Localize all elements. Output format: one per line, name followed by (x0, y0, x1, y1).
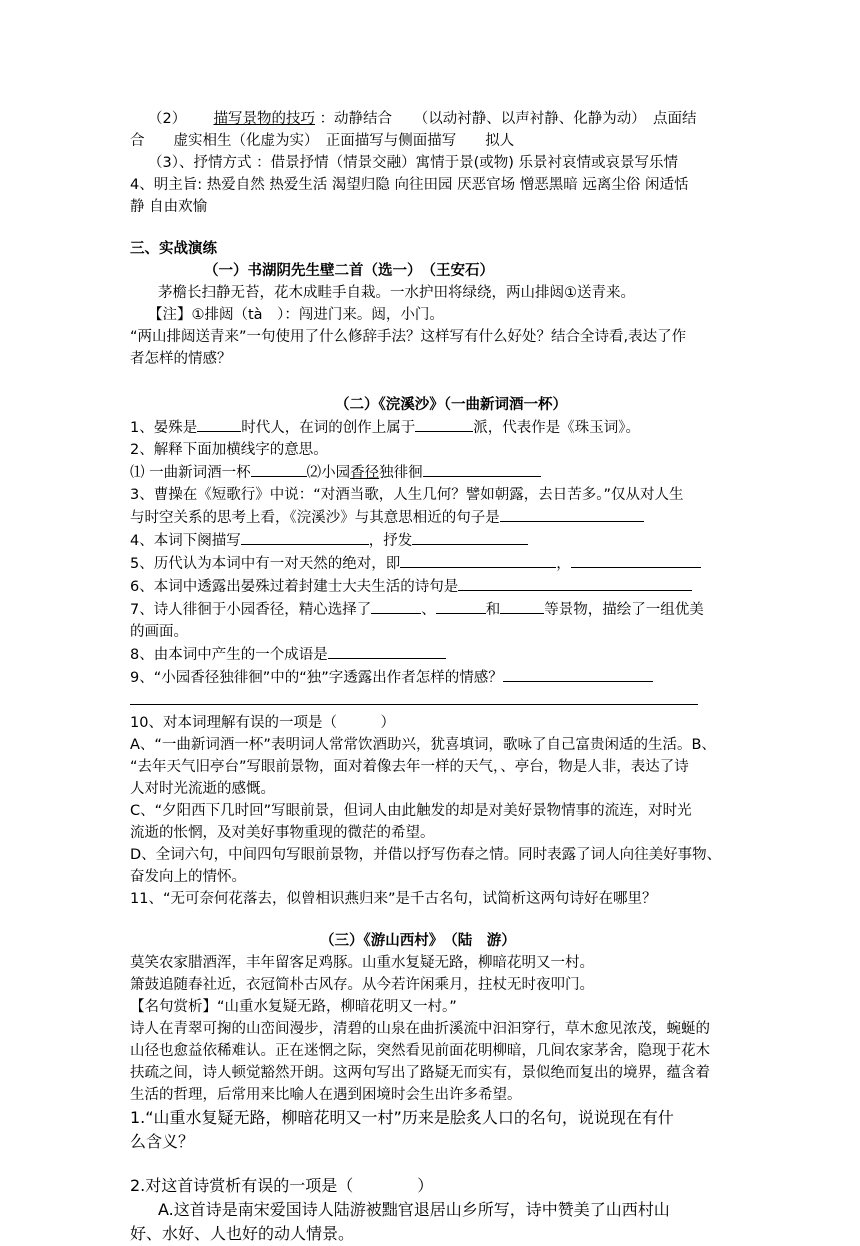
poem3-option-a: A.这首诗是南宋爱国诗人陆游被黜官退居山乡所写，诗中赞美了山西村山 (158, 1200, 670, 1219)
q7-text-b: 、 (421, 602, 436, 618)
answer-blank[interactable] (328, 643, 446, 659)
poem3-q1-b: 么含义？ (130, 1132, 195, 1151)
answer-blank[interactable] (503, 666, 653, 682)
document-content (130, 108, 730, 1246)
poem2-q9-line (130, 689, 730, 712)
poem3-appreciation-3: 扶疏之间，诗人顿觉豁然开朗。这两句写出了路疑无而实有，景似绝而复出的境界，蕴含着 (130, 1065, 710, 1081)
q9-text: 9、“小园香径独徘徊”中的“独”字透露出作者怎样的情感？ (130, 670, 503, 686)
q5-text-b: ， (556, 556, 571, 572)
poem3-q2: 2.对这首诗赏析有误的一项是（ ） (130, 1176, 434, 1195)
poem2-q11: 11、“无可奈何花落去，似曾相识燕归来”是千古名句，试简析这两句诗好在哪里？ (130, 891, 657, 907)
q1-text-c: 派，代表作是《珠玉词》。 (473, 420, 640, 436)
q3-text-b: 与时空关系的思考上看，《浣溪沙》与其意思相近的句子是 (130, 510, 500, 526)
poem1-title: （一）书湖阴先生壁二首（选一） （王安石） (204, 263, 494, 279)
poem2-option-a: A、“一曲新词酒一杯”表明词人常常饮酒助兴，犹喜填词，歌咏了自己富贵闲适的生活。B、 (130, 737, 716, 753)
answer-blank[interactable] (571, 552, 701, 568)
technique-detail: ：动静结合 （以动衬静、以声衬静、化静为动） 点面结 (319, 111, 697, 127)
poem3-q1: 1.“山重水复疑无路，柳暗花明又一村”历来是脍炙人口的名句，说说现在有什 (130, 1108, 674, 1127)
poem2-q7 (130, 598, 730, 621)
theme-line: 4、明主旨: 热爱自然 热爱生活 渴望归隐 向往田园 厌恶官场 憎恶黑暗 远离尘俗 闲适恬 (130, 177, 689, 193)
poem2-title: （二）《浣溪沙》（一曲新词酒一杯） (335, 397, 567, 413)
poem3-line-2: 箫鼓追随春社近，衣冠简朴古风存。从今若许闲乘月，拄杖无时夜叩门。 (130, 977, 594, 993)
q2-item-a: ⑴ 一曲新词酒一杯 (130, 465, 251, 481)
q1-text-a: 1、晏殊是 (130, 420, 198, 436)
technique-line-2: 合 虚实相生（化虚为实） 正面描写与侧面描写 拟人 (130, 133, 515, 149)
technique-number: （2） (148, 111, 187, 127)
poem2-q1 (130, 416, 730, 439)
q2-item-b: ⑵小园 (306, 465, 351, 481)
q7-text-a: 7、诗人徘徊于小园香径，精心选择了 (130, 602, 372, 618)
answer-blank[interactable] (130, 689, 698, 705)
q8-text: 8、由本词中产生的一个成语是 (130, 647, 328, 663)
q4-text-a: 4、本词下阕描写 (130, 533, 241, 549)
answer-blank[interactable] (412, 529, 528, 545)
poem3-line-1: 莫笑农家腊酒浑，丰年留客足鸡豚。山重水复疑无路，柳暗花明又一村。 (130, 955, 594, 971)
answer-blank[interactable] (458, 575, 692, 591)
poem2-q4 (130, 529, 730, 552)
lyric-method-line: （3）、抒情方式 ：借景抒情（情景交融）寓情于景(或物) 乐景衬哀情或哀景写乐情 (148, 155, 679, 171)
answer-blank[interactable] (371, 598, 421, 614)
poem1-question: “两山排闼送青来”一句使用了什么修辞手法？这样写有什么好处？结合全诗看,表达了作 (130, 329, 687, 345)
poem2-option-d-2: 奋发向上的情怀。 (130, 869, 246, 885)
poem2-option-d: D、全词六句，中间四句写眼前景物，并借以抒写伤春之情。同时表露了词人向往美好事物、 (130, 847, 722, 863)
answer-blank[interactable] (415, 416, 473, 432)
poem2-option-c-2: 流逝的怅惘，及对美好事物重现的微茫的希望。 (130, 825, 435, 841)
technique-term: 描写景物的技巧 (213, 111, 315, 127)
poem3-option-a-2: 好、水好、人也好的动人情景。 (130, 1224, 355, 1243)
poem2-q2: 2、解释下面加横线字的意思。 (130, 442, 328, 458)
poem2-option-c: C、“夕阳西下几时回”写眼前景，但词人由此触发的却是对美好景物情事的流连，对时光 (130, 803, 692, 819)
q2-underlined-word: 香径 (350, 465, 380, 481)
answer-blank[interactable] (251, 461, 307, 477)
answer-blank[interactable] (436, 598, 486, 614)
answer-blank[interactable] (197, 416, 241, 432)
answer-blank[interactable] (241, 529, 369, 545)
poem1-note: 【注】①排闼（tà ）：闯进门来。闼，小门。 (148, 307, 444, 323)
poem2-q9 (130, 666, 730, 689)
poem1-question-2: 者怎样的情感？ (130, 351, 232, 367)
poem2-q7-b: 的画面。 (130, 624, 188, 640)
section-heading: 三、实战演练 (130, 241, 217, 257)
poem3-appreciation-4: 生活的哲理，后常用来比喻人在遇到困境时会生出许多希望。 (130, 1087, 522, 1103)
q4-text-b: ，抒发 (368, 533, 413, 549)
q6-text: 6、本词中透露出晏殊过着封建士大夫生活的诗句是 (130, 579, 459, 595)
answer-blank[interactable] (500, 598, 544, 614)
poem2-q3: 3、曹操在《短歌行》中说：“对酒当歌，人生几何？譬如朝露，去日苦多。”仅从对人生 (130, 487, 684, 503)
poem2-option-b: “去年天气旧亭台”写眼前景物，面对着像去年一样的天气，、亭台，物是人非，表达了诗 (130, 759, 689, 775)
poem1-text: 茅檐长扫静无苔，花木成畦手自栽。一水护田将绿绕，两山排闼①送青来。 (158, 285, 635, 301)
poem2-q8 (130, 643, 730, 666)
poem2-q2-items (130, 461, 730, 484)
q5-text-a: 5、历代认为本词中有一对天然的绝对，即 (130, 556, 401, 572)
q1-text-b: 时代人，在词的创作上属于 (241, 420, 416, 436)
poem3-appreciation-heading: 【名句赏析】“山重水复疑无路，柳暗花明又一村。” (130, 999, 457, 1015)
technique-line (130, 108, 730, 130)
poem2-q5 (130, 552, 730, 575)
poem3-title: （三）《游山西村》 （陆 游） (320, 933, 516, 949)
poem3-appreciation-1: 诗人在青翠可掬的山峦间漫步，清碧的山泉在曲折溪流中汩汩穿行，草木愈见浓茂，蜿蜒的 (130, 1021, 710, 1037)
poem2-q6 (130, 575, 730, 598)
poem3-appreciation-2: 山径也愈益依稀难认。正在迷惘之际，突然看见前面花明柳暗，几间农家茅舍，隐现于花木 (130, 1043, 710, 1059)
q2-item-d: 独徘徊 (379, 465, 423, 481)
poem2-q10: 10、对本词理解有误的一项是（ ） (130, 715, 395, 731)
poem2-q3-b (130, 506, 730, 529)
q7-text-c: 和 (485, 602, 501, 618)
answer-blank[interactable] (423, 461, 541, 477)
q7-text-d: 等景物，描绘了一组优美 (544, 602, 704, 618)
theme-line-2: 静 自由欢愉 (130, 199, 208, 215)
answer-blank[interactable] (500, 506, 644, 522)
answer-blank[interactable] (400, 552, 556, 568)
poem2-option-b-2: 人对时光流逝的感慨。 (130, 781, 275, 797)
